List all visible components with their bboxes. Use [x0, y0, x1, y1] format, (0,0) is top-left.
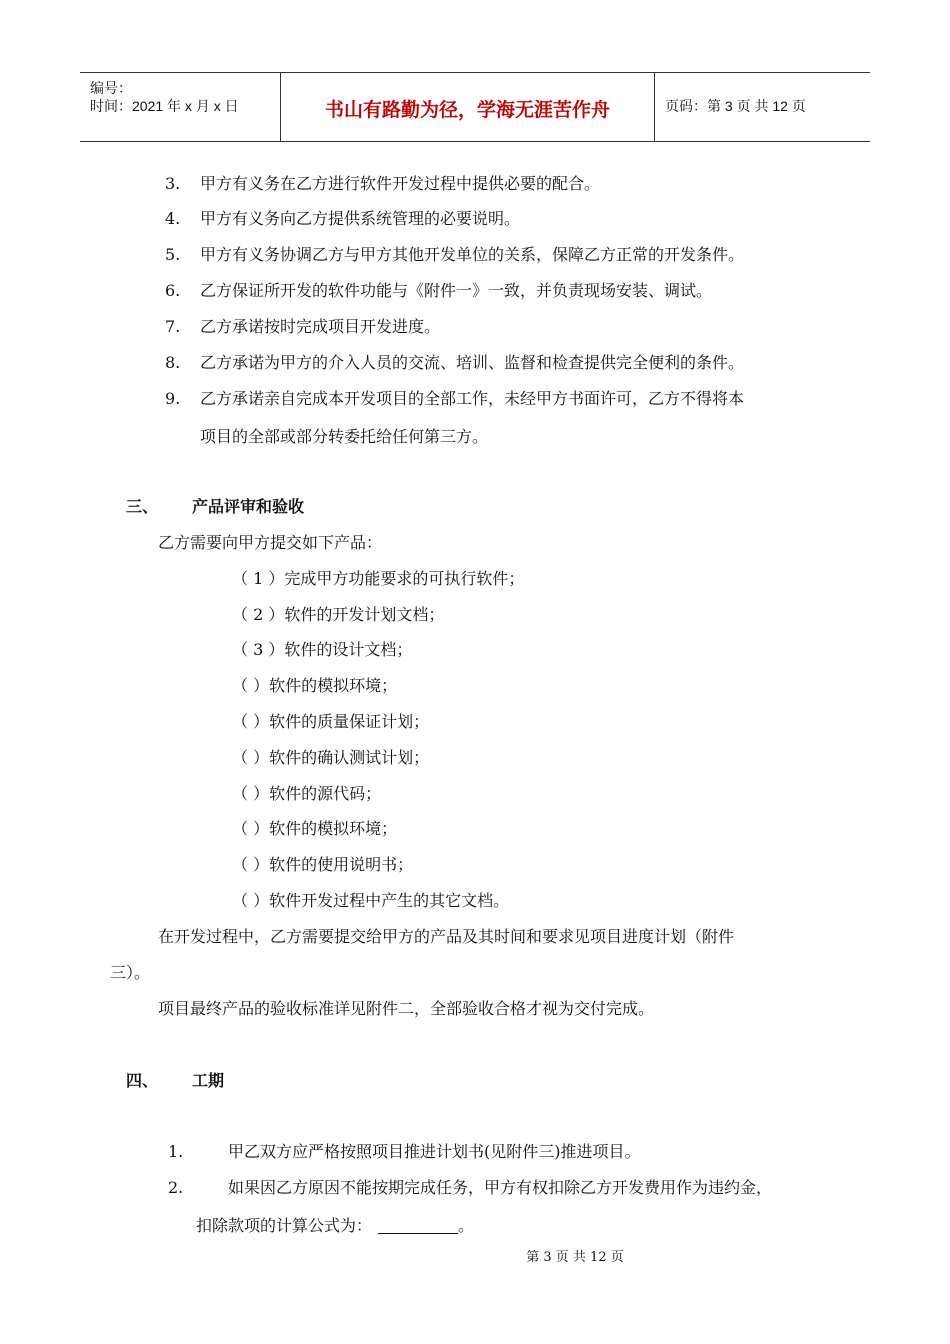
- schedule-item-continuation: [196, 1216, 474, 1236]
- item-number: 5.: [165, 245, 181, 264]
- schedule-item: 甲乙双方应严格按照项目推进计划书(见附件三)推进项目。: [228, 1142, 641, 1161]
- section-intro: 乙方需要向甲方提交如下产品：: [158, 533, 383, 552]
- formula-blank: [378, 1217, 458, 1234]
- paragraph-text: 项目最终产品的验收标准详见附件二，全部验收合格才视为交付完成。: [158, 999, 655, 1018]
- product-item: （ ）软件的模拟环境；: [232, 676, 398, 695]
- item-number: 6.: [165, 281, 181, 300]
- header-motto: 书山有路勤为径，学海无涯苦作舟: [324, 99, 610, 121]
- header-info-cell: [80, 73, 281, 141]
- page-header: [80, 72, 870, 142]
- paragraph-text: 三）。: [110, 963, 151, 982]
- item-number: 2.: [168, 1178, 184, 1197]
- page-footer: 第 3 页 共 12 页: [526, 1250, 624, 1265]
- item-number: 1.: [168, 1142, 184, 1161]
- item-number: 3.: [165, 174, 181, 193]
- product-item: （ ）软件的质量保证计划；: [232, 712, 430, 731]
- product-item: （ 3 ）软件的设计文档；: [232, 640, 413, 659]
- product-item: （ ）软件的模拟环境；: [232, 819, 398, 838]
- header-motto-cell: [281, 73, 655, 141]
- obligation-item-continuation: 项目的全部或部分转委托给任何第三方。: [200, 427, 489, 446]
- obligation-item: 乙方承诺为甲方的介入人员的交流、培训、监督和检查提供完全便利的条件。: [200, 353, 745, 372]
- item-number: 7.: [165, 317, 181, 336]
- obligation-item: 甲方有义务在乙方进行软件开发过程中提供必要的配合。: [200, 174, 601, 193]
- header-page-cell: [655, 73, 870, 141]
- product-item: （ 1 ）完成甲方功能要求的可执行软件；: [232, 569, 525, 588]
- document-number-label: 编号：: [90, 80, 132, 96]
- obligation-item: 乙方承诺按时完成项目开发进度。: [200, 317, 441, 336]
- product-item: （ ）软件的源代码；: [232, 784, 382, 803]
- obligation-item: 乙方保证所开发的软件功能与《附件一》一致，并负责现场安装、调试。: [200, 281, 713, 300]
- item-number: 8.: [165, 353, 181, 372]
- item-number: 4.: [165, 209, 181, 228]
- product-item: （ ）软件的使用说明书；: [232, 855, 414, 874]
- product-item: （ ）软件开发过程中产生的其它文档。: [232, 891, 510, 910]
- obligation-item: 乙方承诺亲自完成本开发项目的全部工作，未经甲方书面许可，乙方不得将本: [200, 389, 745, 408]
- section-title: 产品评审和验收: [192, 497, 305, 516]
- paragraph-text: 在开发过程中，乙方需要提交给甲方的产品及其时间和要求见项目进度计划（附件: [158, 927, 735, 946]
- product-item: （ 2 ）软件的开发计划文档；: [232, 605, 445, 624]
- section-number: 三、: [126, 497, 159, 516]
- obligation-item: 甲方有义务协调乙方与甲方其他开发单位的关系，保障乙方正常的开发条件。: [200, 245, 745, 264]
- section-title: 工期: [192, 1071, 225, 1090]
- formula-end: 。: [458, 1216, 475, 1235]
- document-date-label: 时间：2021 年 x 月 x 日: [90, 98, 239, 114]
- item-number: 9.: [165, 389, 181, 408]
- obligation-item: 甲方有义务向乙方提供系统管理的必要说明。: [200, 209, 521, 228]
- product-item: （ ）软件的确认测试计划；: [232, 748, 430, 767]
- schedule-item: 如果因乙方原因不能按期完成任务，甲方有权扣除乙方开发费用作为违约金，: [228, 1178, 773, 1197]
- formula-label: 扣除款项的计算公式为：: [196, 1216, 373, 1235]
- header-page-number: 页码：第 3 页 共 12 页: [665, 98, 806, 114]
- section-number: 四、: [126, 1071, 159, 1090]
